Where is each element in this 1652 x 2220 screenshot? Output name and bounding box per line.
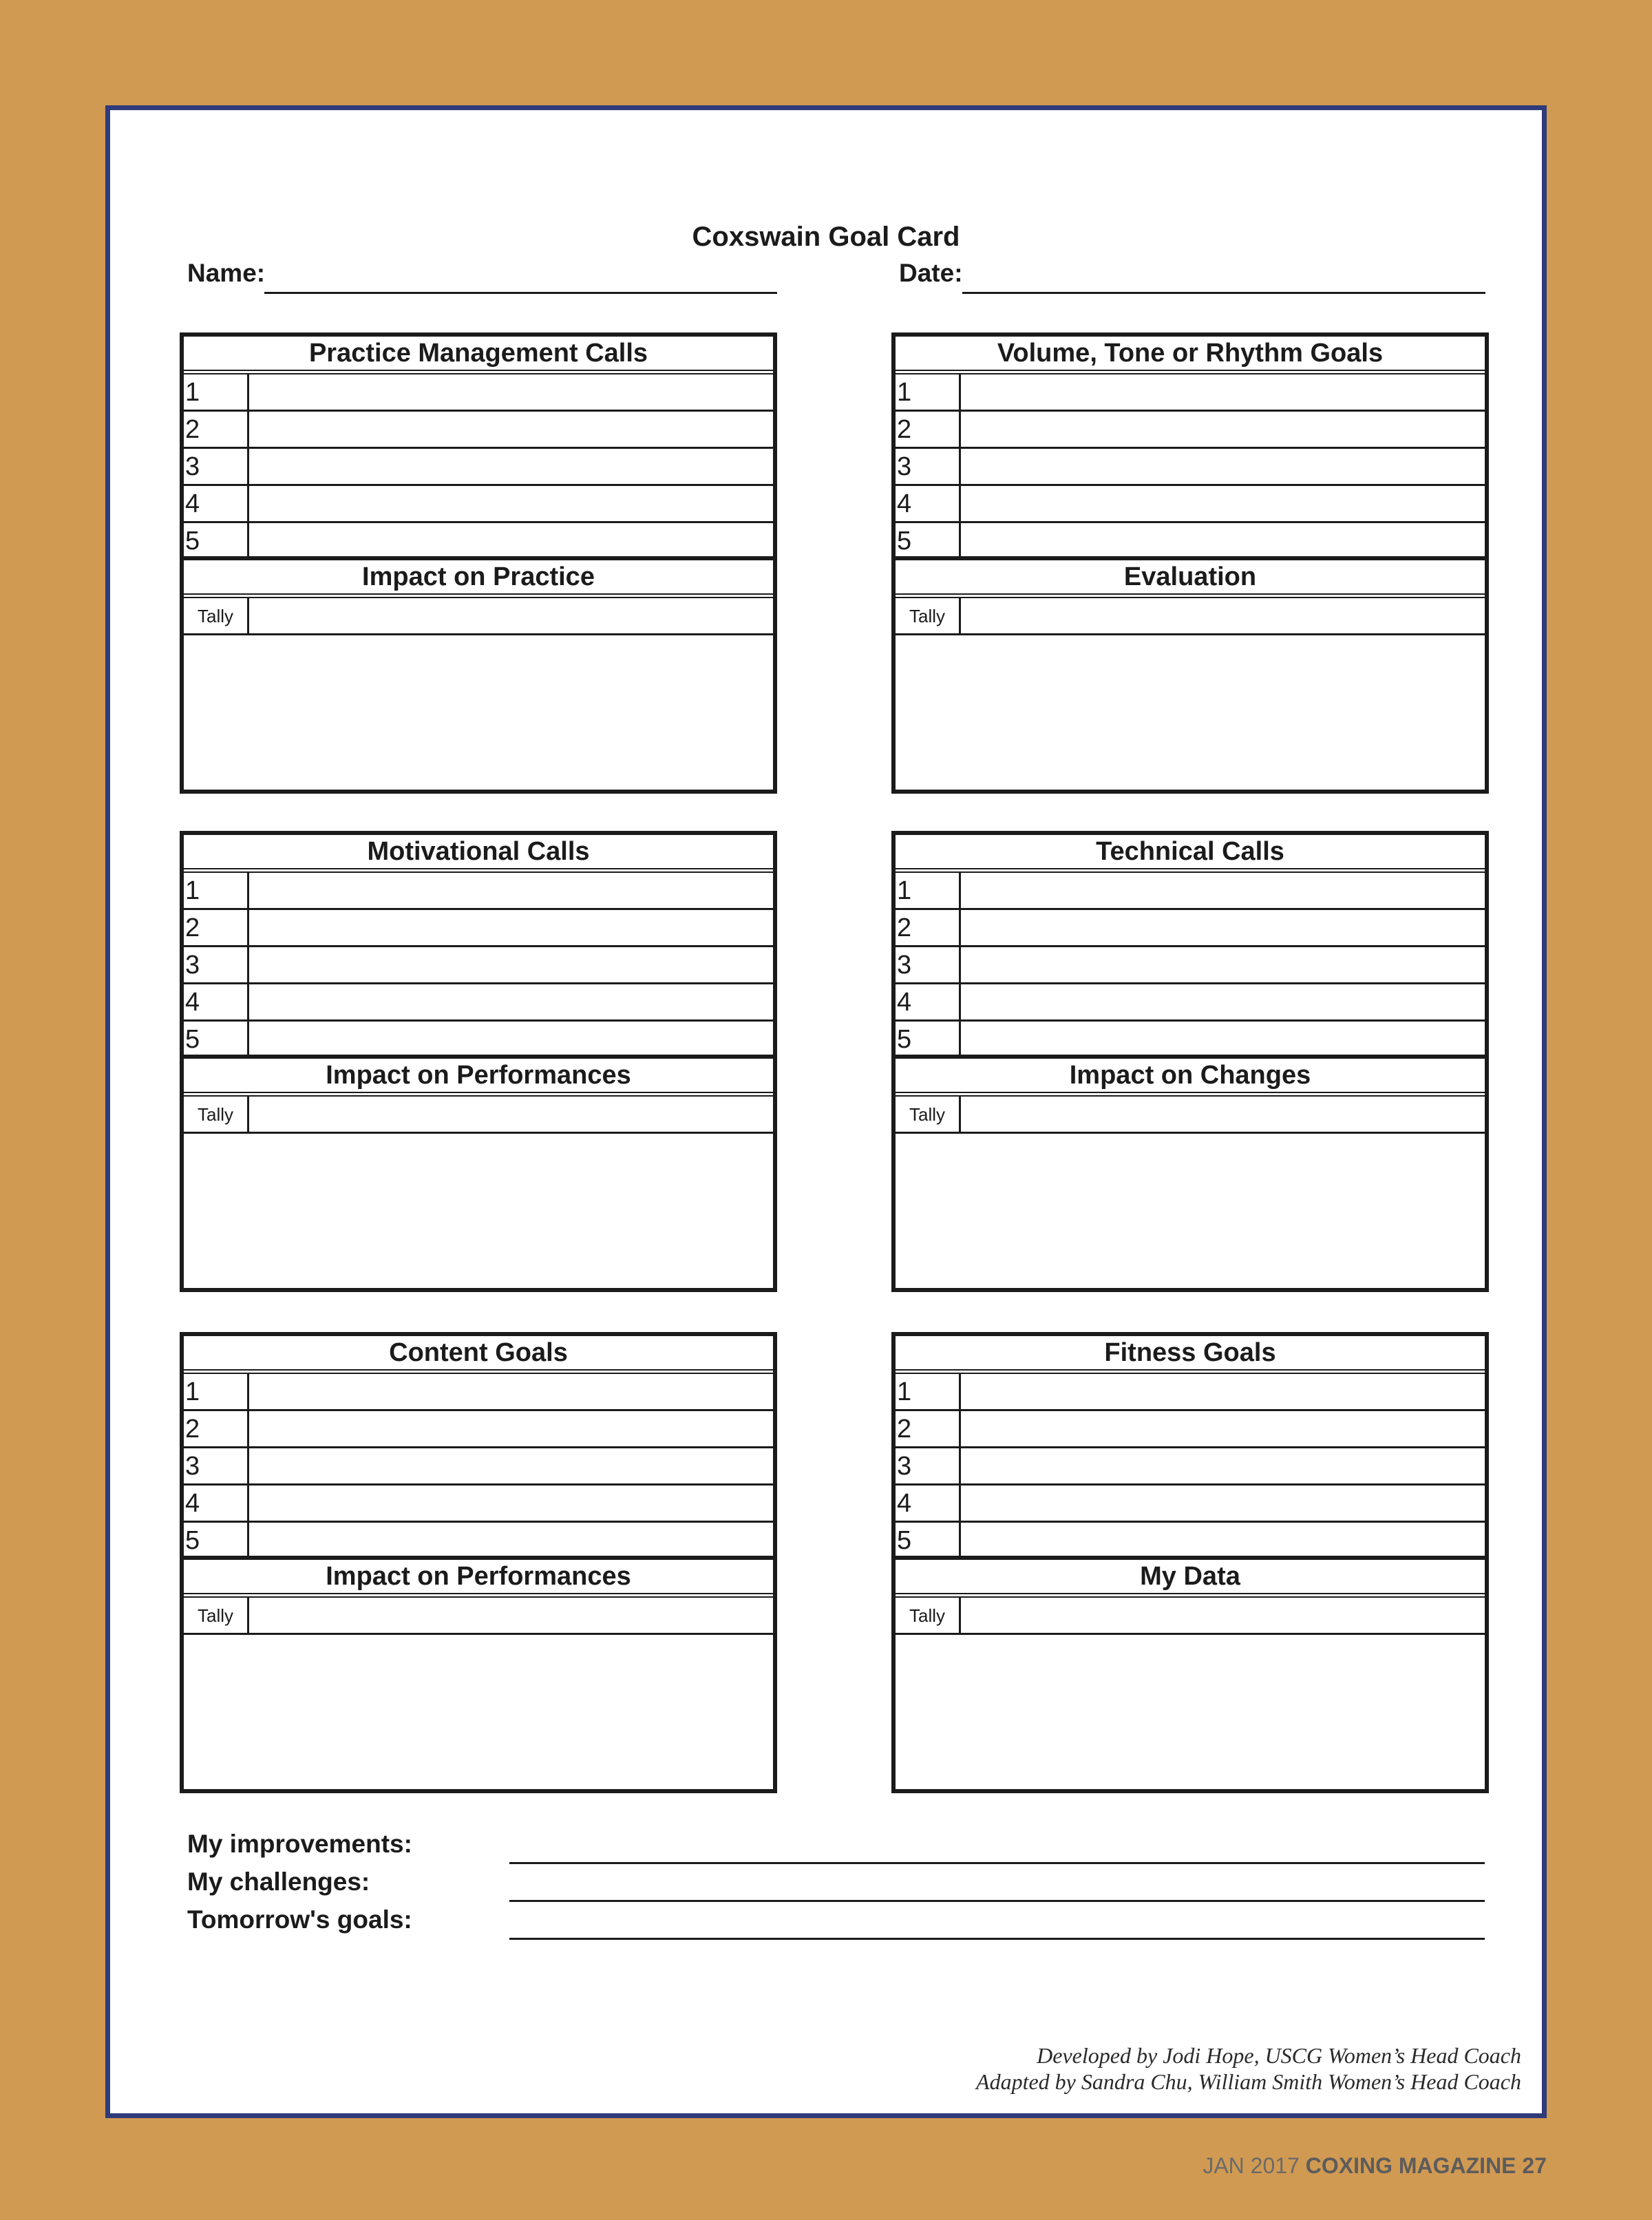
goal-card-sheet <box>105 105 1547 2118</box>
goal-entry-cell[interactable] <box>249 412 773 447</box>
row-number: 4 <box>184 984 249 1019</box>
row-number: 3 <box>896 1448 961 1483</box>
goal-entry-cell[interactable] <box>249 486 773 521</box>
goal-row <box>896 873 1485 910</box>
row-number: 1 <box>184 1374 249 1409</box>
tally-label: Tally <box>184 1598 249 1633</box>
goal-entry-cell[interactable] <box>961 486 1485 521</box>
goal-row <box>184 374 773 412</box>
row-number: 4 <box>896 1486 961 1521</box>
block-subheader: My Data <box>896 1560 1485 1598</box>
goal-entry-cell[interactable] <box>249 1486 773 1521</box>
name-label: Name: <box>187 259 266 287</box>
tomorrow-line[interactable] <box>509 1938 1485 1940</box>
goal-entry-cell[interactable] <box>961 910 1485 945</box>
goal-entry-cell[interactable] <box>249 910 773 945</box>
tally-label: Tally <box>184 1097 249 1132</box>
goal-entry-cell[interactable] <box>961 374 1485 410</box>
block-subheader: Evaluation <box>896 560 1485 598</box>
goal-row <box>184 947 773 984</box>
date-line[interactable] <box>962 292 1485 294</box>
goal-entry-cell[interactable] <box>961 984 1485 1019</box>
tally-entry-cell[interactable] <box>249 1097 773 1132</box>
goal-block <box>180 332 777 794</box>
tally-label: Tally <box>896 598 961 633</box>
goal-row <box>184 412 773 449</box>
notes-area[interactable] <box>184 1134 773 1280</box>
footer-magazine: COXING MAGAZINE 27 <box>1305 2153 1547 2178</box>
row-number: 2 <box>896 910 961 945</box>
goal-row <box>896 1411 1485 1448</box>
goal-row <box>184 1411 773 1448</box>
row-number: 5 <box>184 523 249 556</box>
goal-row <box>184 873 773 910</box>
goal-row <box>184 984 773 1022</box>
goal-entry-cell[interactable] <box>961 523 1485 556</box>
name-line[interactable] <box>264 292 777 294</box>
goal-row <box>896 1022 1485 1059</box>
block-subheader: Impact on Performances <box>184 1560 773 1598</box>
goal-entry-cell[interactable] <box>249 1022 773 1055</box>
row-number: 3 <box>896 449 961 484</box>
tally-row <box>184 598 773 635</box>
tally-row <box>184 1097 773 1134</box>
goal-row <box>184 1448 773 1486</box>
goal-entry-cell[interactable] <box>249 449 773 484</box>
date-label: Date: <box>899 259 963 287</box>
tally-row <box>896 1097 1485 1134</box>
tally-entry-cell[interactable] <box>249 598 773 633</box>
goal-row <box>184 523 773 560</box>
goal-row <box>896 1374 1485 1411</box>
goal-entry-cell[interactable] <box>249 947 773 982</box>
tally-entry-cell[interactable] <box>961 1598 1485 1633</box>
row-number: 3 <box>184 947 249 982</box>
tomorrow-label: Tomorrow's goals: <box>187 1905 412 1934</box>
goal-row <box>184 1022 773 1059</box>
block-header: Technical Calls <box>896 835 1485 873</box>
notes-area[interactable] <box>896 1134 1485 1280</box>
row-number: 5 <box>896 1022 961 1055</box>
tally-entry-cell[interactable] <box>961 598 1485 633</box>
row-number: 1 <box>896 1374 961 1409</box>
goal-row <box>184 486 773 523</box>
row-number: 1 <box>896 374 961 410</box>
row-number: 3 <box>184 1448 249 1483</box>
goal-entry-cell[interactable] <box>249 1448 773 1483</box>
goal-block <box>891 1332 1489 1793</box>
goal-entry-cell[interactable] <box>961 1411 1485 1446</box>
goal-block <box>180 831 777 1292</box>
goal-row <box>896 523 1485 560</box>
goal-row <box>896 984 1485 1022</box>
goal-entry-cell[interactable] <box>249 374 773 410</box>
goal-block <box>891 831 1489 1292</box>
improvements-line[interactable] <box>509 1862 1485 1864</box>
block-header: Content Goals <box>184 1336 773 1374</box>
block-subheader: Impact on Changes <box>896 1059 1485 1097</box>
row-number: 5 <box>184 1523 249 1556</box>
goal-block <box>180 1332 777 1793</box>
goal-entry-cell[interactable] <box>961 1374 1485 1409</box>
goal-row <box>896 486 1485 523</box>
footer-date: JAN 2017 <box>1203 2153 1300 2178</box>
notes-area[interactable] <box>184 1635 773 1781</box>
block-header: Fitness Goals <box>896 1336 1485 1374</box>
row-number: 5 <box>184 1022 249 1055</box>
goal-row <box>896 412 1485 449</box>
tally-row <box>184 1598 773 1635</box>
credit-adapted: Adapted by Sandra Chu, William Smith Women’s Head Coach <box>976 2069 1521 2094</box>
row-number: 2 <box>184 412 249 447</box>
goal-entry-cell[interactable] <box>961 873 1485 908</box>
row-number: 4 <box>184 1486 249 1521</box>
goal-entry-cell[interactable] <box>249 1411 773 1446</box>
row-number: 5 <box>896 523 961 556</box>
notes-area[interactable] <box>896 1635 1485 1781</box>
goal-entry-cell[interactable] <box>961 947 1485 982</box>
goal-entry-cell[interactable] <box>961 1523 1485 1556</box>
goal-entry-cell[interactable] <box>961 449 1485 484</box>
row-number: 2 <box>184 1411 249 1446</box>
row-number: 3 <box>896 947 961 982</box>
goal-row <box>896 947 1485 984</box>
block-subheader: Impact on Performances <box>184 1059 773 1097</box>
block-header: Motivational Calls <box>184 835 773 873</box>
goal-row <box>184 1486 773 1523</box>
goal-entry-cell[interactable] <box>249 984 773 1019</box>
goal-row <box>896 1523 1485 1560</box>
tally-label: Tally <box>896 1598 961 1633</box>
tally-entry-cell[interactable] <box>249 1598 773 1633</box>
tally-label: Tally <box>184 598 249 633</box>
goal-row <box>896 1486 1485 1523</box>
row-number: 4 <box>896 984 961 1019</box>
notes-area[interactable] <box>896 635 1485 781</box>
block-header: Practice Management Calls <box>184 337 773 374</box>
goal-row <box>896 449 1485 486</box>
block-header: Volume, Tone or Rhythm Goals <box>896 337 1485 374</box>
page-title: Coxswain Goal Card <box>692 222 960 252</box>
row-number: 2 <box>896 412 961 447</box>
row-number: 1 <box>184 873 249 908</box>
row-number: 5 <box>896 1523 961 1556</box>
improvements-label: My improvements: <box>187 1830 412 1858</box>
goal-block <box>891 332 1489 794</box>
row-number: 1 <box>184 374 249 410</box>
goal-entry-cell[interactable] <box>961 1486 1485 1521</box>
goal-entry-cell[interactable] <box>249 1523 773 1556</box>
goal-row <box>184 910 773 947</box>
goal-entry-cell[interactable] <box>961 412 1485 447</box>
row-number: 3 <box>184 449 249 484</box>
tally-row <box>896 598 1485 635</box>
goal-row <box>896 1448 1485 1486</box>
challenges-line[interactable] <box>509 1900 1485 1902</box>
tally-entry-cell[interactable] <box>961 1097 1485 1132</box>
goal-entry-cell[interactable] <box>249 1374 773 1409</box>
row-number: 2 <box>896 1411 961 1446</box>
goal-entry-cell[interactable] <box>961 1448 1485 1483</box>
goal-row <box>184 1523 773 1560</box>
goal-entry-cell[interactable] <box>961 1022 1485 1055</box>
block-subheader: Impact on Practice <box>184 560 773 598</box>
goal-row <box>896 910 1485 947</box>
tally-label: Tally <box>896 1097 961 1132</box>
page-footer <box>1203 2153 1547 2179</box>
row-number: 1 <box>896 873 961 908</box>
goal-row <box>184 449 773 486</box>
row-number: 2 <box>184 910 249 945</box>
challenges-label: My challenges: <box>187 1868 370 1896</box>
goal-entry-cell[interactable] <box>249 873 773 908</box>
credit-developed: Developed by Jodi Hope, USCG Women’s Head Coach <box>1037 2043 1521 2068</box>
notes-area[interactable] <box>184 635 773 781</box>
row-number: 4 <box>184 486 249 521</box>
tally-row <box>896 1598 1485 1635</box>
goal-row <box>184 1374 773 1411</box>
goal-entry-cell[interactable] <box>249 523 773 556</box>
row-number: 4 <box>896 486 961 521</box>
goal-row <box>896 374 1485 412</box>
